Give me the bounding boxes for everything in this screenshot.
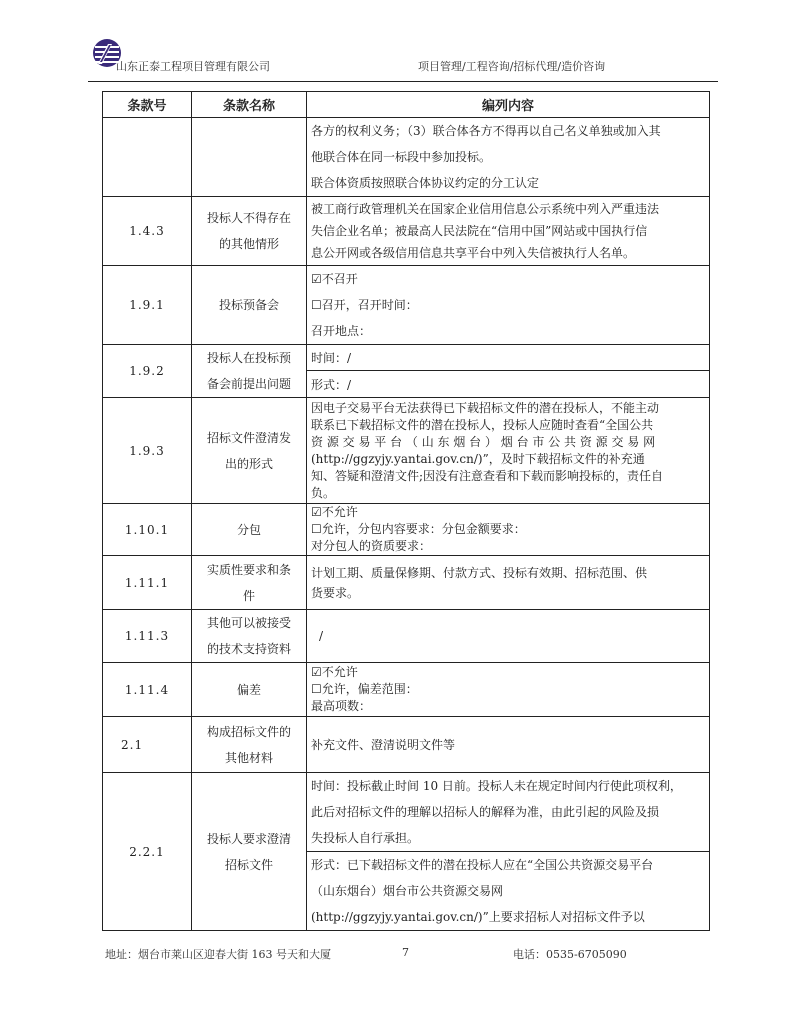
content-line: 时间：投标截止时间 10 日前。投标人未在规定时间内行使此项权利， [311,779,682,793]
clause-content: 补充文件、澄清说明文件等 [307,717,710,773]
content-line: 计划工期、质量保修期、付款方式、投标有效期、招标范围、供 [311,565,648,580]
clause-content [307,118,710,197]
table-row [103,345,710,371]
clause-number: 1.4.3 [103,197,192,266]
clause-number [103,118,192,197]
clause-table [102,91,710,931]
clause-number: 1.9.1 [103,266,192,345]
content-line: 形式：已下载招标文件的潜在投标人应在“全国公共资源交易平台 [311,858,654,872]
clause-name-line: 实质性要求和条 [206,562,291,577]
table-row [103,197,710,266]
clause-name [192,556,307,610]
company-name: 山东正泰工程项目管理有限公司 [116,60,270,73]
clause-name-line: 的技术支持资料 [206,642,291,656]
col-header-clause-number: 条款号 [103,92,192,118]
content-line: 货要求。 [311,585,360,600]
content-line: 知、答疑和澄清文件;因没有注意查看和下载而影响投标的，责任自 [311,468,664,483]
clause-content [307,266,710,345]
clause-content [307,398,710,504]
clause-name-line: 构成招标文件的 [206,724,291,739]
clause-name-line: 出的形式 [224,456,273,471]
content-line: (http://ggzyjy.yantai.gov.cn/)”，及时下载招标文件的补充通 [311,451,645,466]
table-header-row [103,92,710,118]
clause-name [192,118,307,197]
clause-name-line: 投标人要求澄清 [206,831,291,846]
clause-number: 1.9.3 [103,398,192,504]
checkbox-checked-not-allowed[interactable]: ☑不允许 [311,505,358,519]
clause-content [307,504,710,556]
services-tagline: 项目管理/工程咨询/招标代理/造价咨询 [418,60,606,73]
clause-name: 偏差 [192,663,307,717]
content-line: 召开地点： [311,324,372,338]
col-header-content: 编列内容 [307,92,710,118]
clause-content [307,663,710,717]
clause-content [307,197,710,266]
clause-number: 2.2.1 [103,773,192,931]
content-line: 因电子交易平台无法获得已下载招标文件的潜在投标人，不能主动 [311,400,660,415]
content-line: 最高项数： [311,699,372,713]
clause-subcontent-time: 时间：/ [307,345,710,371]
clause-name-line: 投标人不得存在 [206,211,291,225]
clause-name [192,773,307,931]
content-line: 失投标人自行承担。 [311,831,420,845]
table-row [103,266,710,345]
clause-subcontent-time [307,773,710,852]
clause-name: 分包 [192,504,307,556]
footer-address: 地址：烟台市莱山区迎春大街 163 号天和大厦 [105,948,331,961]
content-line: （山东烟台）烟台市公共资源交易网 [311,884,504,898]
clause-number: 1.11.1 [103,556,192,610]
clause-name [192,197,307,266]
clause-subcontent-format [307,852,710,931]
content-line: 资 源 交 易 平 台 （ 山 东 烟 台 ） 烟 台 市 公 共 资 源 交 易 网 [311,434,656,449]
clause-name-line: 投标人在投标预 [206,351,291,365]
table-row [103,398,710,504]
checkbox-unchecked-allowed[interactable]: ☐允许，分包内容要求：分包金额要求： [311,522,526,536]
page-number: 7 [402,946,409,959]
table-row [103,717,710,773]
content-line: 被工商行政管理机关在国家企业信用信息公示系统中列入严重违法 [311,202,660,216]
clause-name [192,610,307,663]
table-row [103,663,710,717]
table-row [103,610,710,663]
content-line: 他联合体在同一标段中参加投标。 [311,150,492,164]
clause-number: 2.1 [103,717,192,773]
clause-name: 投标预备会 [192,266,307,345]
clause-name-line: 备会前提出问题 [206,377,291,391]
content-line: 失信企业名单；被最高人民法院在“信用中国”网站或中国执行信 [311,224,648,238]
col-header-clause-name: 条款名称 [192,92,307,118]
checkbox-unchecked-held[interactable]: ☐召开，召开时间： [311,298,418,312]
footer-phone: 电话：0535-6705090 [513,948,627,961]
checkbox-checked-not-held[interactable]: ☑不召开 [311,272,358,286]
clause-name-line: 的其他情形 [218,237,279,251]
table-row [103,118,710,197]
clause-name-line: 其他材料 [224,750,273,765]
checkbox-checked-deviation-not-allowed[interactable]: ☑不允许 [311,665,358,679]
clause-name-line: 招标文件澄清发 [206,430,291,445]
table-row [103,773,710,852]
clause-subcontent-format: 形式：/ [307,371,710,398]
clause-number: 1.10.1 [103,504,192,556]
content-line: 负。 [311,485,336,500]
clause-name-line: 其他可以被接受 [206,616,291,630]
page-header [88,36,718,82]
clause-name [192,345,307,398]
clause-name-line: 招标文件 [224,857,273,872]
table-row [103,556,710,610]
clause-name-line: 件 [242,588,255,603]
clause-content [307,556,710,610]
clause-name [192,717,307,773]
clause-number: 1.9.2 [103,345,192,398]
checkbox-unchecked-deviation-allowed[interactable]: ☐允许，偏差范围： [311,682,418,696]
content-line: 息公开网或各级信用信息共享平台中列入失信被执行人名单。 [311,246,636,260]
content-line: 联系已下载招标文件的潜在投标人，投标人应随时查看“全国公共 [311,417,654,432]
clause-number: 1.11.4 [103,663,192,717]
table-row [103,504,710,556]
header-divider [88,81,718,82]
content-line: 对分包人的资质要求： [311,539,432,553]
clause-number: 1.11.3 [103,610,192,663]
clause-name [192,398,307,504]
content-line: 联合体资质按照联合体协议约定的分工认定 [311,176,540,190]
content-line: (http://ggzyjy.yantai.gov.cn/)”上要求招标人对招标文件予以 [311,910,645,924]
content-line: 各方的权利义务；（3）联合体各方不得再以自己名义单独或加入其 [311,124,661,138]
content-line: 此后对招标文件的理解以招标人的解释为准，由此引起的风险及损 [311,805,660,819]
clause-content: / [307,610,710,663]
